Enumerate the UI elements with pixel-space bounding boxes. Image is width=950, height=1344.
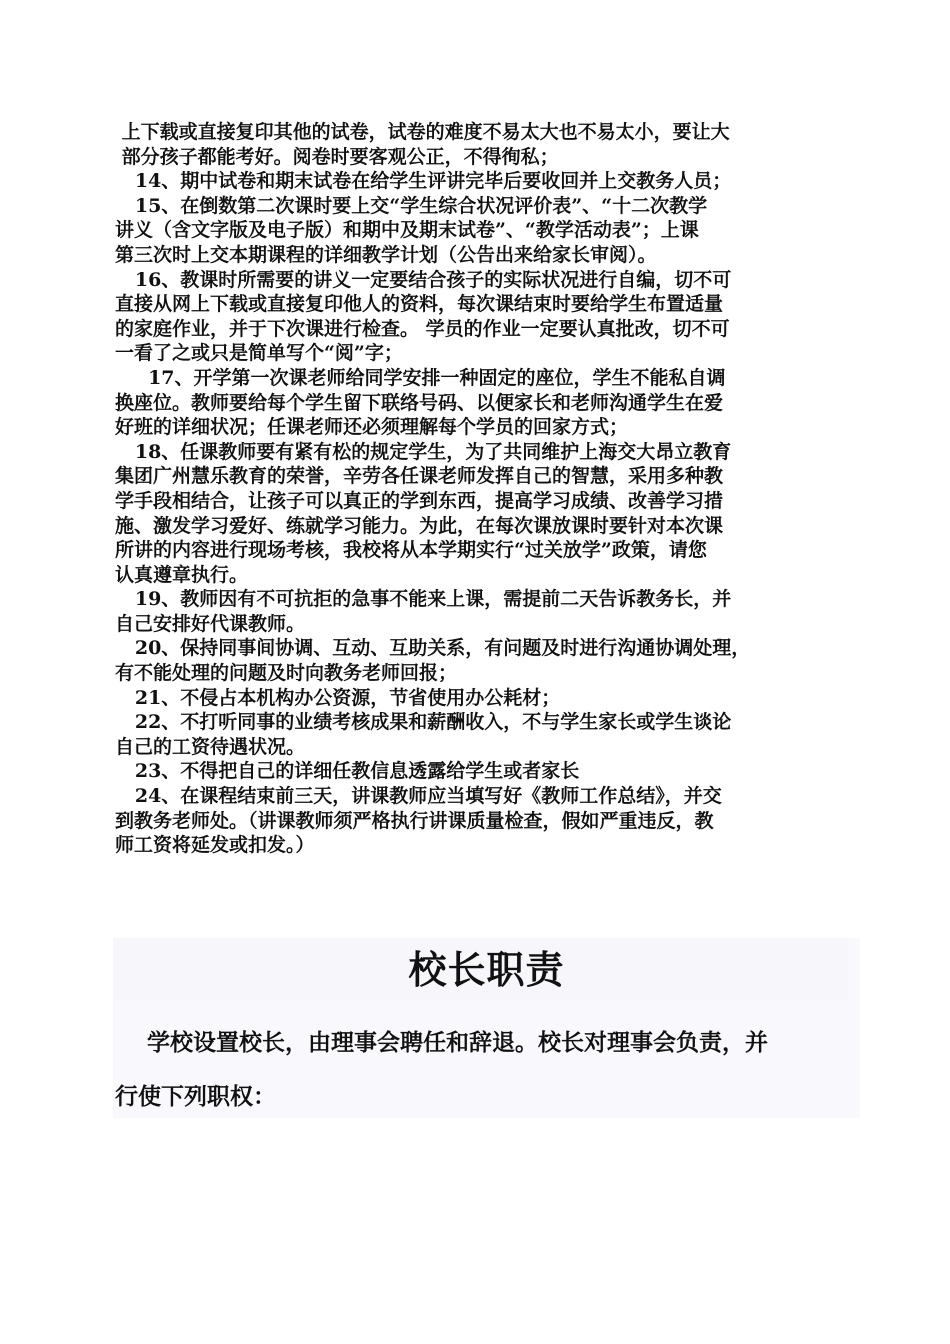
section-title: 校长职责 xyxy=(408,947,565,992)
paragraph-line: 学校设置校长，由理事会聘任和辞退。校长对理事会负责，并 xyxy=(115,1029,769,1056)
text-line: 自己的工资待遇状况。 xyxy=(115,735,306,758)
text-line: 14、期中试卷和期末试卷在给学生评讲完毕后要收回并上交教务人员； xyxy=(115,170,732,193)
text-line: 16、教课时所需要的讲义一定要结合孩子的实际状况进行自编，切不可 xyxy=(115,268,732,291)
text-line: 学手段相结合，让孩子可以真正的学到东西，提高学习成绩、改善学习措 xyxy=(115,489,724,512)
text-line: 18、任课教师要有紧有松的规定学生，为了共同维护上海交大昂立教育 xyxy=(115,440,732,463)
text-line: 所讲的内容进行现场考核，我校将从本学期实行“过关放学”政策，请您 xyxy=(115,539,707,562)
text-line: 施、激发学习爱好、练就学习能力。为此，在每次课放课时要针对本次课 xyxy=(115,514,724,537)
text-line: 直接从网上下载或直接复印他人的资料，每次课结束时要给学生布置适量 xyxy=(115,293,724,316)
text-line: 第三次时上交本期课程的详细教学计划（公告出来给家长审阅）。 xyxy=(115,243,657,266)
text-line: 认真遵章执行。 xyxy=(115,563,249,586)
text-line: 上下载或直接复印其他的试卷，试卷的难度不易太大也不易太小，要让大 xyxy=(115,121,730,143)
text-line: 23、不得把自己的详细任教信息透露给学生或者家长 xyxy=(115,760,580,783)
text-line: 师工资将延发或扣发。） xyxy=(115,834,315,857)
text-line: 讲义（含文字版及电子版）和期中及期末试卷”、“教学活动表”；上课 xyxy=(115,219,699,242)
text-line: 的家庭作业，并于下次课进行检查。 学员的作业一定要认真批改，切不可 xyxy=(115,317,730,340)
text-line: 有不能处理的问题及时向教务老师回报； xyxy=(115,662,458,685)
text-line: 到教务老师处。（讲课教师须严格执行讲课质量检查，假如严重违反，教 xyxy=(115,809,714,832)
rules-text-block xyxy=(115,120,850,858)
text-line: 17、开学第一次课老师给同学安排一种固定的座位，学生不能私自调 xyxy=(115,366,726,389)
text-line: 好班的详细状况；任课老师还必须理解每个学员的回家方式； xyxy=(115,416,629,439)
text-line: 19、教师因有不可抗拒的急事不能来上课，需提前二天告诉教务长，并 xyxy=(115,588,732,611)
text-line: 自己安排好代课教师。 xyxy=(115,612,306,635)
section-paragraph xyxy=(115,1016,860,1124)
text-line: 部分孩子都能考好。阅卷时要客观公正，不得徇私； xyxy=(115,145,559,168)
text-line: 一看了之或只是简单写个“阅”字； xyxy=(115,342,403,365)
text-line: 22、不打听同事的业绩考核成果和薪酬收入，不与学生家长或学生谈论 xyxy=(115,711,732,734)
paragraph-line: 行使下列职权： xyxy=(115,1083,276,1110)
text-line: 换座位。教师要给每个学生留下联络号码、以便家长和老师沟通学生在爱 xyxy=(115,391,724,414)
text-line: 21、不侵占本机构办公资源，节省使用办公耗材； xyxy=(115,686,561,709)
text-line: 集团广州慧乐教育的荣誉，辛劳各任课老师发挥自己的智慧，采用多种教 xyxy=(115,465,724,488)
text-line: 24、在课程结束前三天，讲课教师应当填写好《教师工作总结》，并交 xyxy=(115,785,722,808)
text-line: 15、在倒数第二次课时要上交“学生综合状况评价表”、“十二次教学 xyxy=(115,194,708,217)
text-line: 20、保持同事间协调、互动、互助关系，有问题及时进行沟通协调处理， xyxy=(115,637,751,660)
